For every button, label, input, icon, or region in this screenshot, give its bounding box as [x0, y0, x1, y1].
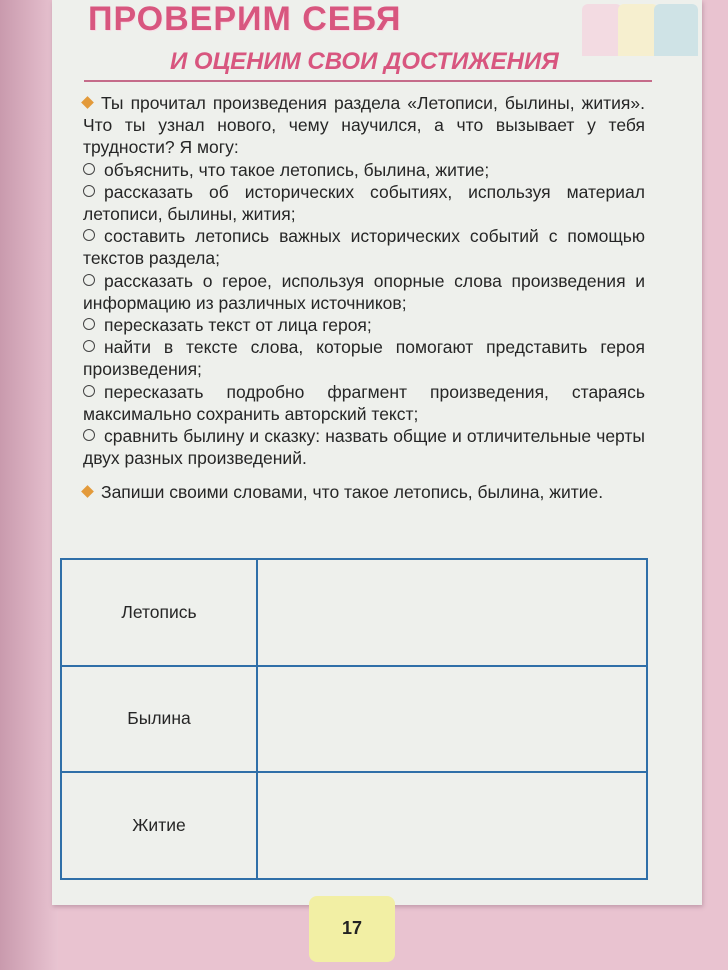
table-row	[61, 772, 647, 879]
section-tab-pink	[582, 4, 622, 56]
circle-checkbox-icon[interactable]	[83, 318, 95, 330]
skills-list	[53, 159, 645, 470]
main-text	[53, 92, 645, 504]
page-title: ПРОВЕРИМ СЕБЯ	[88, 0, 402, 38]
section-tab-yellow	[618, 4, 658, 56]
circle-checkbox-icon[interactable]	[83, 163, 95, 175]
task2-text: Запиши своими словами, что такое летопись, былина, житие.	[53, 481, 645, 503]
answer-cell[interactable]	[257, 666, 647, 773]
term-cell: Житие	[61, 772, 257, 879]
circle-checkbox-icon[interactable]	[83, 429, 95, 441]
circle-checkbox-icon[interactable]	[83, 274, 95, 286]
term-cell: Былина	[61, 666, 257, 773]
section-tabs	[582, 0, 702, 60]
circle-checkbox-icon[interactable]	[83, 385, 95, 397]
list-item: составить летопись важных исторических событий с помощью текстов раздела;	[83, 226, 645, 269]
list-item: найти в тексте слова, которые помогают представить героя произведения;	[83, 337, 645, 380]
list-item: сравнить былину и сказку: назвать общие и отличительные черты двух разных произведений.	[83, 426, 645, 469]
circle-checkbox-icon[interactable]	[83, 185, 95, 197]
list-item: пересказать подробно фрагмент произведения, стараясь максимально сохранить авторский текст;	[83, 381, 645, 424]
list-item: рассказать об исторических событиях, используя материал летописи, былины, жития;	[83, 181, 645, 225]
definitions-table	[60, 558, 648, 880]
section-tab-blue	[654, 4, 698, 56]
list-item: рассказать о герое, используя опорные слова произведения и информацию из различных источников;	[83, 270, 645, 313]
list-item: пересказать текст от лица героя;	[53, 314, 645, 336]
diamond-bullet-icon	[81, 486, 94, 499]
table-row	[61, 666, 647, 773]
answer-cell[interactable]	[257, 559, 647, 666]
title-underline	[84, 80, 652, 82]
term-cell: Летопись	[61, 559, 257, 666]
diamond-bullet-icon	[81, 96, 94, 109]
circle-checkbox-icon[interactable]	[83, 229, 95, 241]
task1-intro: Ты прочитал произведения раздела «Летописи, былины, жития». Что ты узнал нового, чему научился, а что вызывает у тебя трудности? Я могу:	[83, 93, 645, 158]
circle-checkbox-icon[interactable]	[83, 340, 95, 352]
page-number-box	[309, 896, 395, 962]
answer-cell[interactable]	[257, 772, 647, 879]
list-item: объяснить, что такое летопись, былина, житие;	[53, 159, 645, 181]
book-spine	[0, 0, 58, 970]
table-row	[61, 559, 647, 666]
page-number: 17	[341, 918, 363, 938]
page-subtitle: И ОЦЕНИМ СВОИ ДОСТИЖЕНИЯ	[170, 48, 559, 75]
